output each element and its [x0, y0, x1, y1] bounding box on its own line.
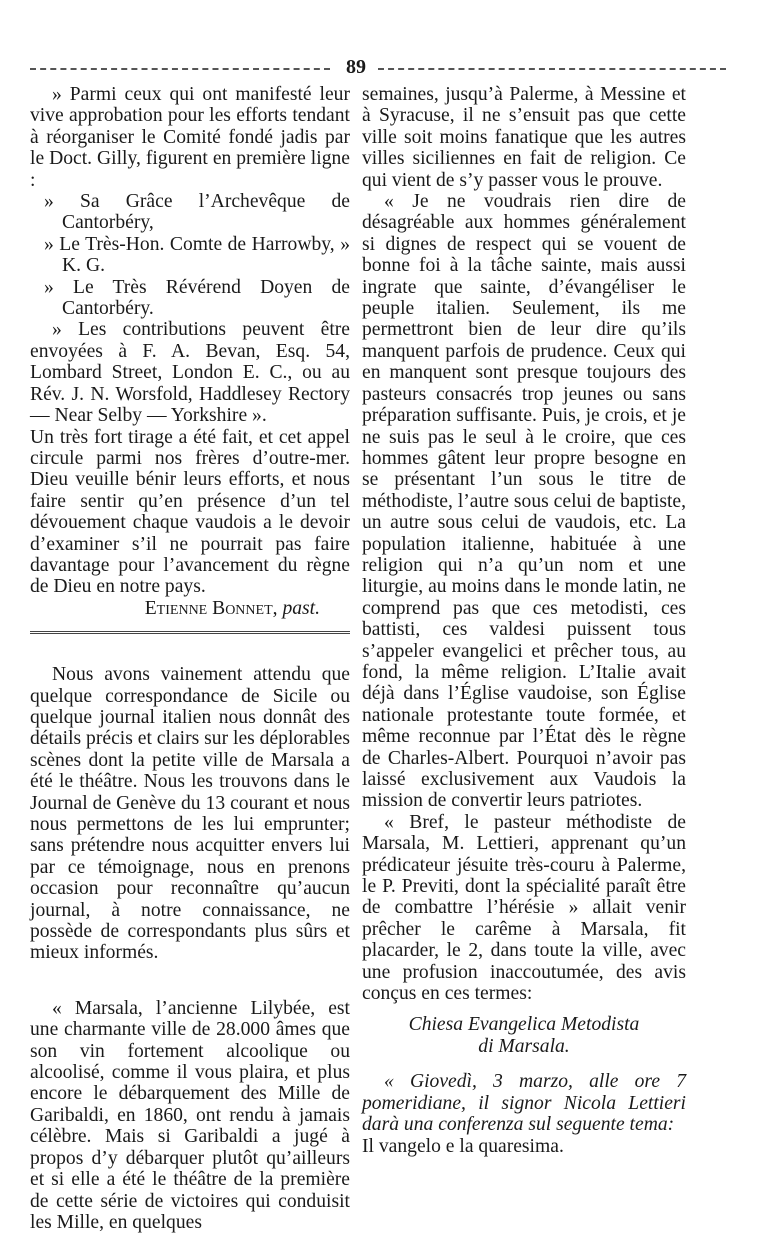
- right-column: [362, 84, 686, 1157]
- paragraph-contributions: » Les contributions peuvent être envoyées à F. A. Bevan, Esq. 54, Lombard Street, London E. C., ou au Rév. J. N. Worsfold, Haddlesey Rectory — Near Selby — Yorkshire ».: [30, 319, 350, 427]
- paragraph-lettieri: « Bref, le pasteur méthodiste de Marsala, M. Lettieri, apprenant qu’un prédicateur jésuite très-couru à Palerme, le P. Previti, dont la spécialité paraît être de combattre l’hérésie » allait venir prêcher le carême à Marsala, fit placarder, le 2, dans toute la ville, avec une profusion inaccoutumée, des avis conçus en ces termes:: [362, 811, 686, 1005]
- paragraph-evangelization: « Je ne voudrais rien dire de désagréable aux hommes généralement si dignes de respect qui se vouent de bonne foi à la tâche sainte, mais aussi ingrate que sainte, d’évangéliser le peuple italien. Seulement, ils me permettront bien de leur dire qu’ils manquent parfois de prudence. Ceux qui en manquent sont presque toujours des pasteurs consacrés trop jeunes ou sans préparation suffisante. Puis, je crois, et je ne suis pas le seul à le croire, que ces hommes gâtent leur propre besogne en se présentant l’un sous le titre de méthodiste, l’autre sous celui de baptiste, un autre sous celui de vaudois, etc. La population italienne, habituée à une religion qui n’a qu’un nom et une liturgie, au moins dans le monde latin, ne comprend pas que ces metodisti, ces battisti, ces valdesi puissent tous s’appeler evangelici et prêcher tous, au fond, la même religion. L’Italie avait déjà dans l’Église vaudoise, son Église nationale protestante toute formée, et même reconnue par l’État dès le règne de Charles-Albert. Pourquoi n’avoir pas laissé exclusivement aux Vaudois la mission de convertir leurs patriotes.: [362, 191, 686, 812]
- section-divider: [30, 631, 350, 634]
- notice-heading-place: di Marsala.: [478, 1035, 570, 1057]
- page-number: 89: [346, 56, 366, 78]
- signature-name: Etienne Bonnet: [144, 597, 273, 619]
- notice-theme: Il vangelo e la quaresima.: [362, 1135, 564, 1157]
- paragraph-appeal: Un très fort tirage a été fait, et cet appel circule parmi nos frères d’outre-mer. Dieu veuille bénir leurs efforts, et nous faire sentir qu’en présence d’un tel dévouement chaque vaudois a le devoir d’examiner s’il ne pourrait pas faire davantage pour l’avancement du règne de Dieu en notre pays.: [30, 426, 350, 598]
- paragraph-marsala-description: « Marsala, l’ancienne Lilybée, est une charmante ville de 28.000 âmes que son vin fortement alcoolique ou alcoolisé, comme il vous plaira, et plus encore le débarquement des Mille de Garibaldi, en 1860, ont rendu à jamais célèbre. Mais si Garibaldi a jugé à propos d’y débarquer plutôt qu’ailleurs et si elle a été le théâtre de la première de cette série de victoires qui conduisit les Mille, en quelques: [30, 997, 350, 1233]
- list-item-archbishop: » Sa Grâce l’Archevêque de Cantorbéry,: [44, 191, 350, 234]
- list-item-harrowby: » Le Très-Hon. Comte de Harrowby, » K. G.: [44, 233, 350, 277]
- list-item-dean: » Le Très Révérend Doyen de Cantorbéry.: [44, 276, 350, 320]
- header-rule-left: [30, 68, 330, 70]
- notice-heading-church: Chiesa Evangelica Metodista: [408, 1014, 640, 1036]
- spacer: [30, 964, 350, 998]
- signature-title: past.: [282, 597, 320, 619]
- signature: Etienne Bonnet, past.: [144, 597, 320, 619]
- header-rule-right: [378, 68, 726, 70]
- paragraph-fanaticism: semaines, jusqu’à Palerme, à Messine et à Syracuse, il ne s’ensuit pas que cette ville soit moins fanatique que les autres villes siciliennes en fait de religion. Ce qui vient de s’y passer vous le prouve.: [362, 84, 686, 191]
- left-column: [30, 84, 350, 1233]
- paragraph-committee: » Parmi ceux qui ont manifesté leur vive approbation pour les efforts tendant à réorganiser le Comité fondé jadis par le Doct. Gilly, figurent en première ligne :: [30, 84, 350, 191]
- notice-text: « Giovedì, 3 marzo, alle ore 7 pomeridiane, il signor Nicola Lettieri darà una conferenza sul seguente tema:: [362, 1071, 686, 1136]
- paragraph-marsala-intro: Nous avons vainement attendu que quelque correspondance de Sicile ou quelque journal italien nous donnât des détails précis et clairs sur les déplorables scènes dont la petite ville de Marsala a été le théâtre. Nous les trouvons dans le Journal de Genève du 13 courant et nous nous permettons de les lui emprunter; sans prétendre nous acquitter envers lui par ce témoignage, nous en prenons occasion pour reconnaître qu’aucun journal, à notre connaissance, ne possède de correspondants plus sûrs et mieux informés.: [30, 664, 350, 964]
